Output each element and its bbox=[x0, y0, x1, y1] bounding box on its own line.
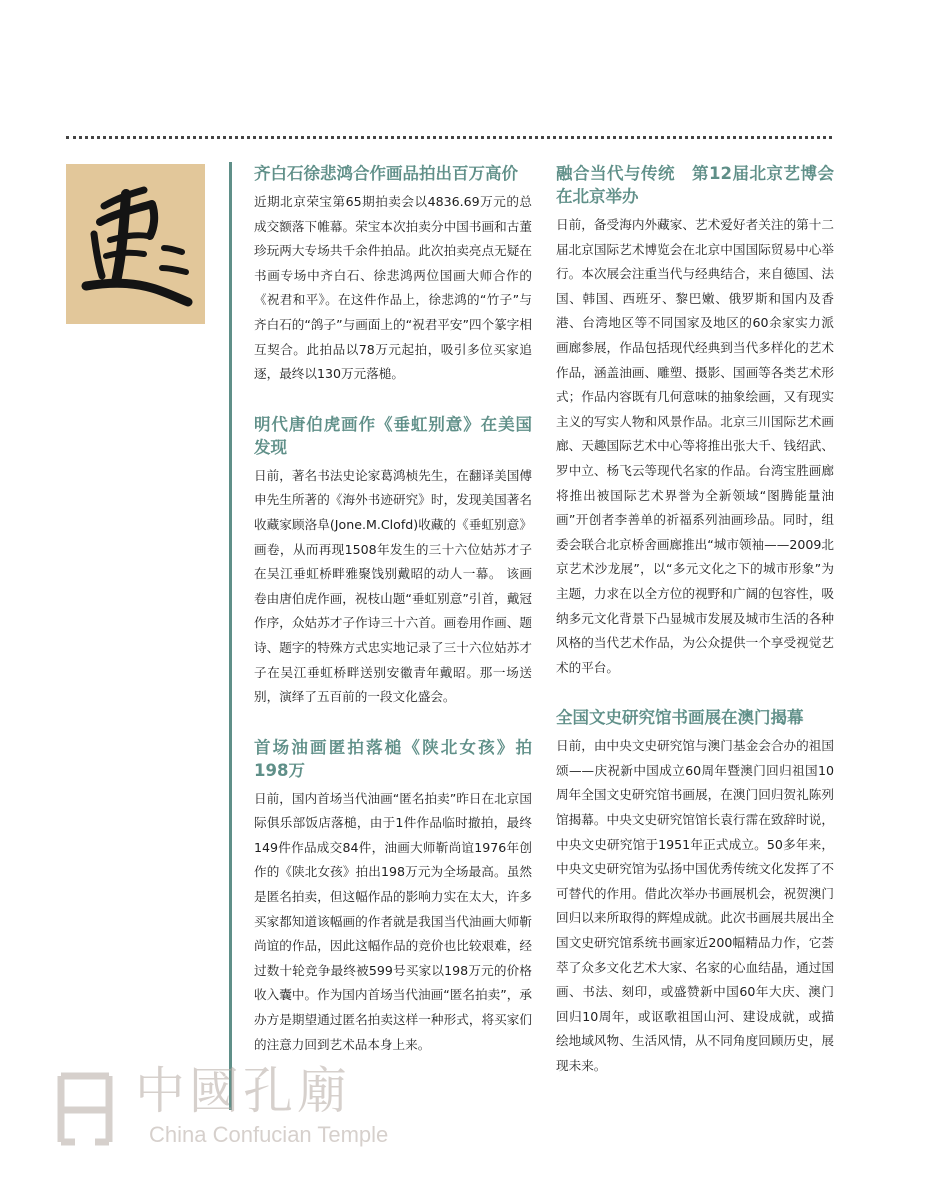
temple-gate-frame-icon bbox=[55, 1070, 115, 1148]
article-headline: 融合当代与传统 第12届北京艺博会在北京举办 bbox=[556, 164, 834, 206]
watermark-english-text: China Confucian Temple bbox=[149, 1122, 389, 1147]
calligraphy-brush-character-icon bbox=[66, 164, 205, 324]
article-headline: 齐白石徐悲鸿合作画品拍出百万高价 bbox=[254, 164, 518, 183]
article-headline: 全国文史研究馆书画展在澳门揭幕 bbox=[556, 708, 804, 728]
article-headline: 明代唐伯虎画作《垂虹别意》在美国发现 bbox=[254, 414, 532, 457]
article bbox=[556, 706, 834, 1078]
article-body: 日前，国内首场当代油画“匿名拍卖”昨日在北京国际俱乐部饭店落槌，由于1件作品临时撤拍，最终149件作品成交84件，油画大师靳尚谊1976年创作的《陕北女孩》拍出198万元为全场最高。虽然是匿名拍卖，但这幅作品的影响力实在太大，许多买家都知道该幅画的作者就是我国当代油画大师靳尚谊的作品，因此这幅作品的竞价也比较艰难，经过数十轮竞争最终被599号买家以198万元的价格收入囊中。作为国内首场当代油画“匿名拍卖”，承办方是期望通过匿名拍卖这样一种形式，将买家们的注意力回到艺术品本身上来。 bbox=[254, 790, 532, 1052]
dotted-divider bbox=[66, 136, 832, 139]
article-headline: 首场油画匿拍落槌《陕北女孩》拍198万 bbox=[254, 737, 532, 780]
watermark-chinese-text: 中國孔廟 bbox=[135, 1062, 351, 1120]
article bbox=[254, 162, 532, 387]
article bbox=[556, 162, 834, 680]
article-body: 日前，由中央文史研究馆与澳门基金会合办的祖国颂——庆祝新中国成立60周年暨澳门回归祖国10周年全国文史研究馆书画展，在澳门回归贺礼陈列馆揭幕。中央文史研究馆馆长袁行霈在致辞时说，中央文史研究馆于1951年正式成立。50多年来，中央文史研究馆为弘扬中国优秀传统文化发挥了不可替代的作用。借此次举办书画展机会，祝贺澳门回归以来所取得的辉煌成就。此次书画展共展出全国文史研究馆系统书画家近200幅精品力作，它荟萃了众多文化艺术大家、名家的心血结晶，通过国画、书法、刻印，或盛赞新中国60年大庆、澳门回归10周年，或讴歌祖国山河、建设成就，或描绘地域风物、生活风情，从不同角度回顾历史，展现未来。 bbox=[556, 738, 834, 1073]
article bbox=[254, 736, 532, 1058]
article bbox=[254, 413, 532, 710]
article-body: 日前，著名书法史论家葛鸿桢先生，在翻译美国傅申先生所著的《海外书迹研究》时，发现美国著名收藏家顾洛阜(Jone.M.Clofd)收藏的《垂虹别意》画卷，从而再现1508年发生的三十六位姑苏才子在吴江垂虹桥畔雅聚饯别戴昭的动人一幕。 该画卷由唐伯虎作画，祝枝山题“垂虹别意”引首，戴冠作序，众姑苏才子作诗三十六首。画卷用作画、题诗、题字的特殊方式忠实地记录了三十六位姑苏才子在吴江垂虹桥畔送别安徽青年戴昭。那一场送别，演绎了五百前的一段文化盛会。 bbox=[254, 467, 532, 705]
watermark bbox=[55, 1060, 395, 1156]
calligraphy-logo bbox=[66, 164, 205, 324]
column-divider-line bbox=[229, 162, 232, 1110]
right-column bbox=[556, 162, 834, 1105]
left-column bbox=[254, 162, 532, 1083]
article-body: 日前，备受海内外藏家、艺术爱好者关注的第十二届北京国际艺术博览会在北京中国国际贸易中心举行。本次展会注重当代与经典结合，来自德国、法国、韩国、西班牙、黎巴嫩、俄罗斯和国内及香港、台湾地区等不同国家及地区的60余家实力派画廊参展，作品包括现代经典到当代多样化的艺术作品，涵盖油画、雕塑、摄影、国画等各类艺术形式；作品内容既有几何意味的抽象绘画，又有现实主义的写实人物和风景作品。北京三川国际艺术画廊、天趣国际艺术中心等将推出张大千、钱绍武、罗中立、杨飞云等现代名家的作品。台湾宝胜画廊将推出被国际艺术界誉为全新领域“图腾能量油画”开创者李善单的祈福系列油画珍品。同时，组委会联合北京桥舍画廊推出“城市领袖——2009北京艺术沙龙展”，以“多元文化之下的城市形象”为主题，力求在以全方位的视野和广阔的包容性，吸纳多元文化背景下凸显城市发展及城市生活的各种风格的当代艺术作品，为公众提供一个享受视觉艺术的平台。 bbox=[556, 217, 834, 675]
article-body: 近期北京荣宝第65期拍卖会以4836.69万元的总成交额落下帷幕。荣宝本次拍卖分中国书画和古董珍玩两大专场共千余件拍品。此次拍卖亮点无疑在书画专场中齐白石、徐悲鸿两位国画大师合作的《祝君和平》。在这件作品上，徐悲鸿的“竹子”与齐白石的“鸽子”与画面上的“祝君平安”四个篆字相互契合。此拍品以78万元起拍，吸引多位买家追逐，最终以130万元落槌。 bbox=[254, 194, 532, 382]
